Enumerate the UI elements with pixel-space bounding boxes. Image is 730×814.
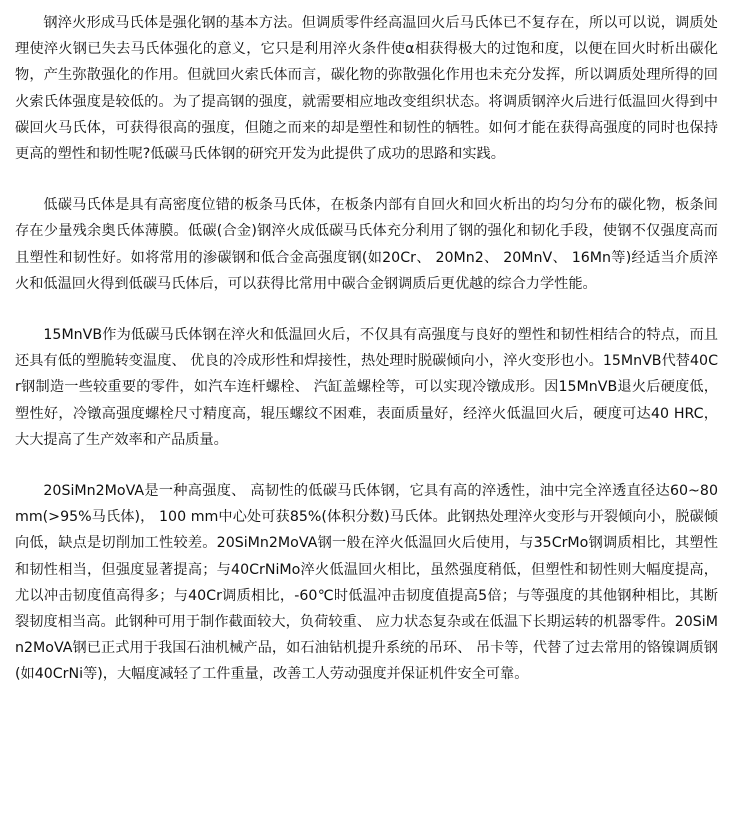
- paragraph-1: 钢淬火形成马氏体是强化钢的基本方法。但调质零件经高温回火后马氏体已不复存在，所以可以说，调质处理使淬火钢已失去马氏体强化的意义，它只是利用淬火条件使α相获得极大的过饱和度，以便在回火时析出碳化物，产生弥散强化的作用。但就回火索氏体而言，碳化物的弥散强化作用也未充分发挥，所以调质处理所得的回火索氏体强度是较低的。为了提高钢的强度，就需要相应地改变组织状态。将调质钢淬火后进行低温回火得到中碳回火马氏体，可获得很高的强度，但随之而来的却是塑性和韧性的牺牲。如何才能在获得高强度的同时也保持更高的塑性和韧性呢?低碳马氏体钢的研究开发为此提供了成功的思路和实践。: [15, 15, 718, 163]
- paragraph-3: 15MnVB作为低碳马氏体钢在淬火和低温回火后，不仅具有高强度与良好的塑性和韧性相结合的特点，而且还具有低的塑脆转变温度、 优良的冷成形性和焊接性，热处理时脱碳倾向小，淬火变形也小。15MnVB代替40Cr钢制造一些较重要的零件，如汽车连杆螺栓、 汽缸盖螺栓等，可以实现冷镦成形。因15MnVB退火后硬度低，塑性好，冷镦高强度螺栓尺寸精度高，辊压螺纹不困难，表面质量好，经淬火低温回火后，硬度可达40 HRC，大大提高了生产效率和产品质量。: [15, 327, 718, 448]
- paragraph-2: 低碳马氏体是具有高密度位错的板条马氏体，在板条内部有自回火和回火析出的均匀分布的碳化物，板条间存在少量残余奥氏体薄膜。低碳(合金)钢淬火成低碳马氏体充分利用了钢的强化和韧化手段，使钢不仅强度高而且塑性和韧性好。如将常用的渗碳钢和低合金高强度钢(如20Cr、 20Mn2、 20MnV、 16Mn等)经适当介质淬火和低温回火得到低碳马氏体后，可以获得比常用中碳合金钢调质后更优越的综合力学性能。: [15, 197, 718, 292]
- document-body: [15, 10, 718, 688]
- paragraph-4: 20SiMn2MoVA是一种高强度、 高韧性的低碳马氏体钢，它具有高的淬透性，油中完全淬透直径达60~80 mm(>95%马氏体)， 100 mm中心处可获85%(体积分数)马氏体。此钢热处理淬火变形与开裂倾向小，脱碳倾向低，缺点是切削加工性较差。20SiMn2MoVA钢一般在淬火低温回火后使用，与35CrMo钢调质相比，其塑性和韧性相当，但强度显著提高；与40CrNiMo淬火低温回火相比，虽然强度稍低，但塑性和韧性则大幅度提高，尤以冲击韧度值高得多；与40Cr调质相比，-60℃时低温冲击韧度值提高5倍；与等强度的其他钢种相比，其断裂韧度相当高。此钢种可用于制作截面较大，负荷较重、 应力状态复杂或在低温下长期运转的机器零件。20SiMn2MoVA钢已正式用于我国石油机械产品，如石油钻机提升系统的吊环、 吊卡等，代替了过去常用的铬镍调质钢(如40CrNi等)，大幅度减轻了工件重量，改善工人劳动强度并保证机件安全可靠。: [15, 483, 718, 683]
